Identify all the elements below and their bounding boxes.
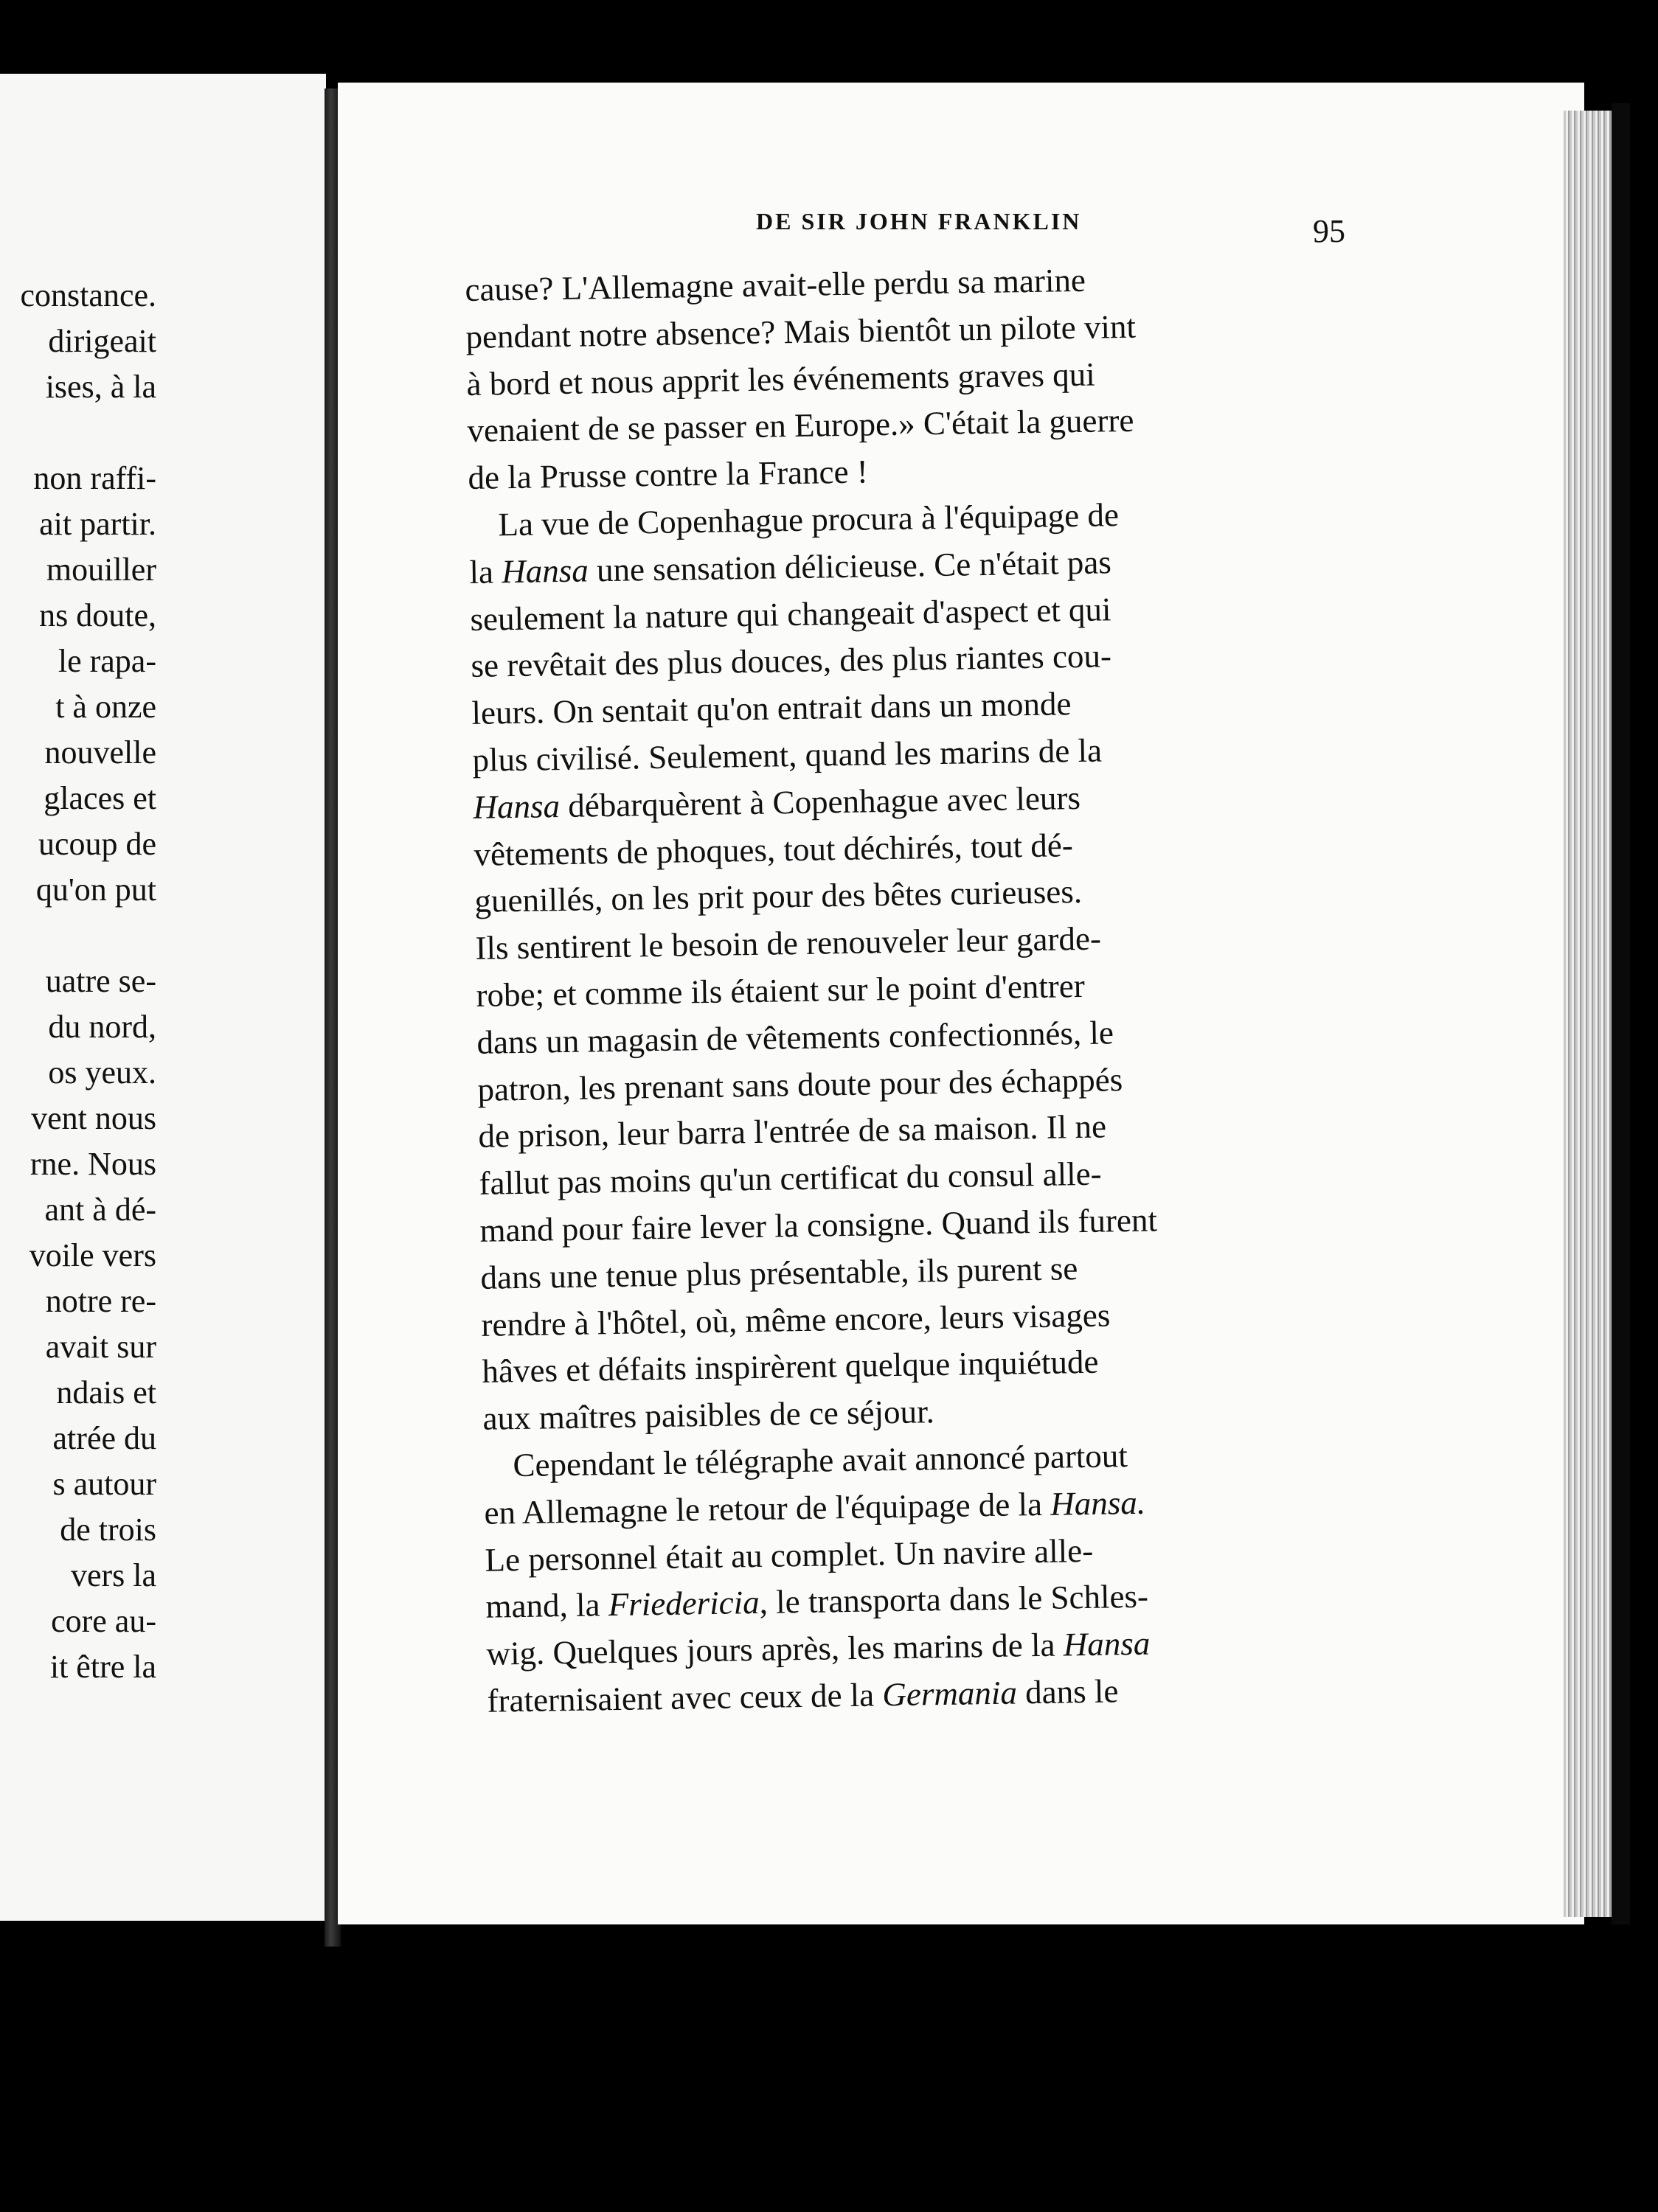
text-line: fraternisaient avec ceux de la Germania dans le — [487, 1672, 1119, 1719]
book-cover-edge — [1612, 103, 1630, 1924]
text-line: pendant notre absence? Mais bientôt un pilote vint — [465, 307, 1137, 355]
text-line: en Allemagne le retour de l'équipage de la Hansa. — [484, 1484, 1146, 1531]
left-page-line: de trois — [60, 1512, 156, 1548]
left-page-line: mouiller — [46, 552, 156, 588]
left-page-line: ant à dé- — [44, 1192, 156, 1228]
left-page-line: le rapa- — [58, 643, 156, 679]
text-line: de prison, leur barra l'entrée de sa maison. Il ne — [478, 1107, 1107, 1155]
left-page-line: avait sur — [45, 1329, 156, 1365]
body-text — [465, 253, 1373, 1725]
left-page-line: non raffi- — [33, 460, 156, 496]
left-page-line: constance. — [20, 277, 156, 313]
text-line: plus civilisé. Seulement, quand les marins de la — [472, 731, 1103, 779]
left-page-line: dirigeait — [48, 323, 156, 359]
text-line: Ils sentirent le besoin de renouveler leur garde- — [475, 919, 1102, 967]
left-page-line: it être la — [49, 1649, 156, 1685]
text-line: robe; et comme ils étaient sur le point d'entrer — [476, 967, 1086, 1014]
left-page-line — [0, 913, 156, 959]
left-page — [0, 74, 326, 1921]
left-page-line — [0, 410, 156, 456]
left-page-line: os yeux. — [48, 1054, 156, 1091]
left-page-line: ucoup de — [38, 826, 156, 862]
text-line: wig. Quelques jours après, les marins de la Hansa — [486, 1624, 1151, 1672]
text-line: patron, les prenant sans doute pour des échappés — [477, 1060, 1123, 1108]
page-number: 95 — [1313, 213, 1345, 249]
text-line: dans un magasin de vêtements confectionnés, le — [476, 1014, 1114, 1061]
text-line: leurs. On sentait qu'on entrait dans un monde — [471, 685, 1072, 732]
text-line: mand pour faire lever la consigne. Quand ils furent — [479, 1201, 1158, 1249]
text-line: rendre à l'hôtel, où, même encore, leurs visages — [481, 1295, 1111, 1343]
left-page-line: voile vers — [29, 1237, 156, 1273]
left-page-line: rne. Nous — [30, 1146, 156, 1182]
text-line: de la Prusse contre la France ! — [468, 453, 869, 497]
text-line: Hansa débarquèrent à Copenhague avec leurs — [473, 779, 1081, 826]
left-page-line: ises, à la — [45, 369, 156, 405]
left-page-line: atrée du — [52, 1420, 156, 1456]
text-line: aux maîtres paisibles de ce séjour. — [482, 1393, 935, 1437]
left-page-line: t à onze — [55, 689, 156, 725]
page-edges — [1564, 111, 1615, 1917]
text-line: Cependant le télégraphe avait annoncé partout — [513, 1437, 1128, 1484]
left-page-line: vers la — [70, 1557, 156, 1593]
left-page-line: nouvelle — [44, 734, 156, 771]
text-line: hâves et défaits inspirèrent quelque inquiétude — [482, 1343, 1099, 1391]
left-page-line: core au- — [51, 1603, 156, 1639]
left-page-line: s autour — [52, 1466, 156, 1502]
left-page-text — [0, 273, 156, 1690]
left-page-line: ait partir. — [39, 506, 156, 542]
left-page-line: notre re- — [45, 1283, 156, 1319]
text-line: cause? L'Allemagne avait-elle perdu sa marine — [465, 261, 1086, 308]
text-line: se revêtait des plus douces, des plus riantes cou- — [471, 637, 1112, 685]
left-page-line: ns doute, — [39, 597, 156, 633]
left-page-line: vent nous — [31, 1100, 156, 1136]
text-line: Le personnel était au complet. Un navire alle- — [485, 1531, 1094, 1579]
text-line: seulement la nature qui changeait d'aspect et qui — [470, 590, 1111, 638]
text-line: la Hansa une sensation délicieuse. Ce n'était pas — [469, 543, 1112, 591]
text-line: mand, la Friedericia, le transporta dans le Schles- — [485, 1577, 1149, 1626]
running-head: DE SIR JOHN FRANKLIN — [756, 208, 1082, 234]
left-page-line: glaces et — [44, 780, 156, 816]
left-page-line: du nord, — [48, 1009, 156, 1045]
text-line: fallut pas moins qu'un certificat du consul alle- — [479, 1155, 1102, 1202]
left-page-line: qu'on put — [35, 872, 156, 908]
left-page-line: ndais et — [56, 1374, 156, 1411]
text-line: vêtements de phoques, tout déchirés, tout dé- — [474, 826, 1074, 873]
text-line: guenillés, on les prit pour des bêtes curieuses. — [474, 873, 1083, 920]
text-line: La vue de Copenhague procura à l'équipage de — [498, 496, 1120, 543]
text-line: à bord et nous apprit les événements graves qui — [466, 355, 1096, 403]
text-line: dans une tenue plus présentable, ils purent se — [480, 1249, 1078, 1296]
text-line: venaient de se passer en Europe.» C'était la guerre — [467, 402, 1134, 450]
left-page-line: uatre se- — [45, 963, 156, 999]
